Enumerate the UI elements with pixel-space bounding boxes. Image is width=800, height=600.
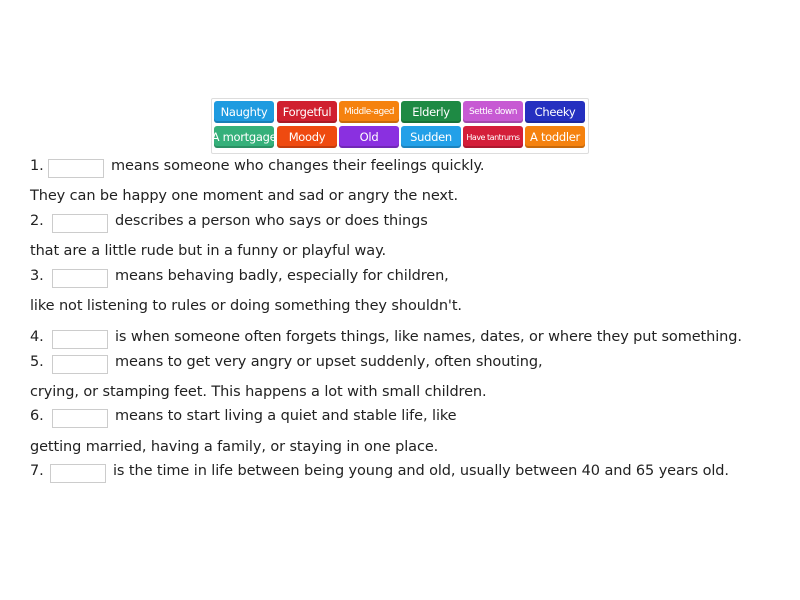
word-tile[interactable]: Naughty <box>214 101 274 123</box>
question-number: 1. <box>30 158 44 174</box>
question-text: means to get very angry or upset suddenly, often shouting, <box>115 354 543 370</box>
question-text: is when someone often forgets things, like names, dates, or where they put something. <box>115 329 742 345</box>
word-tile[interactable]: Middle-aged <box>339 101 399 123</box>
answer-blank[interactable] <box>48 159 104 178</box>
question-number: 6. <box>30 408 44 424</box>
answer-blank[interactable] <box>50 464 106 483</box>
word-tile[interactable]: A toddler <box>525 126 585 148</box>
word-tile[interactable]: Moody <box>277 126 337 148</box>
question-text: describes a person who says or does things <box>115 213 428 229</box>
question-continuation: crying, or stamping feet. This happens a lot with small children. <box>30 384 487 400</box>
word-tile[interactable]: A mortgage <box>214 126 274 148</box>
word-tile[interactable]: Have tantrums <box>463 126 523 148</box>
answer-blank[interactable] <box>52 269 108 288</box>
word-tile[interactable]: Old <box>339 126 399 148</box>
answer-blank[interactable] <box>52 409 108 428</box>
question-number: 3. <box>30 268 44 284</box>
question-continuation: that are a little rude but in a funny or playful way. <box>30 243 386 259</box>
question-text: is the time in life between being young and old, usually between 40 and 65 years old. <box>113 463 729 479</box>
question-text: means someone who changes their feelings quickly. <box>111 158 485 174</box>
answer-blank[interactable] <box>52 330 108 349</box>
question-number: 4. <box>30 329 44 345</box>
question-continuation: like not listening to rules or doing something they shouldn't. <box>30 298 462 314</box>
question-continuation: getting married, having a family, or staying in one place. <box>30 439 439 455</box>
word-tile[interactable]: Settle down <box>463 101 523 123</box>
question-text: means behaving badly, especially for children, <box>115 268 449 284</box>
question-continuation: They can be happy one moment and sad or angry the next. <box>30 188 458 204</box>
question-number: 2. <box>30 213 44 229</box>
answer-blank[interactable] <box>52 214 108 233</box>
word-tile[interactable]: Sudden <box>401 126 461 148</box>
answer-blank[interactable] <box>52 355 108 374</box>
word-tile[interactable]: Elderly <box>401 101 461 123</box>
question-text: means to start living a quiet and stable life, like <box>115 408 457 424</box>
question-number: 5. <box>30 354 44 370</box>
word-tile[interactable]: Forgetful <box>277 101 337 123</box>
question-number: 7. <box>30 463 44 479</box>
word-tile[interactable]: Cheeky <box>525 101 585 123</box>
